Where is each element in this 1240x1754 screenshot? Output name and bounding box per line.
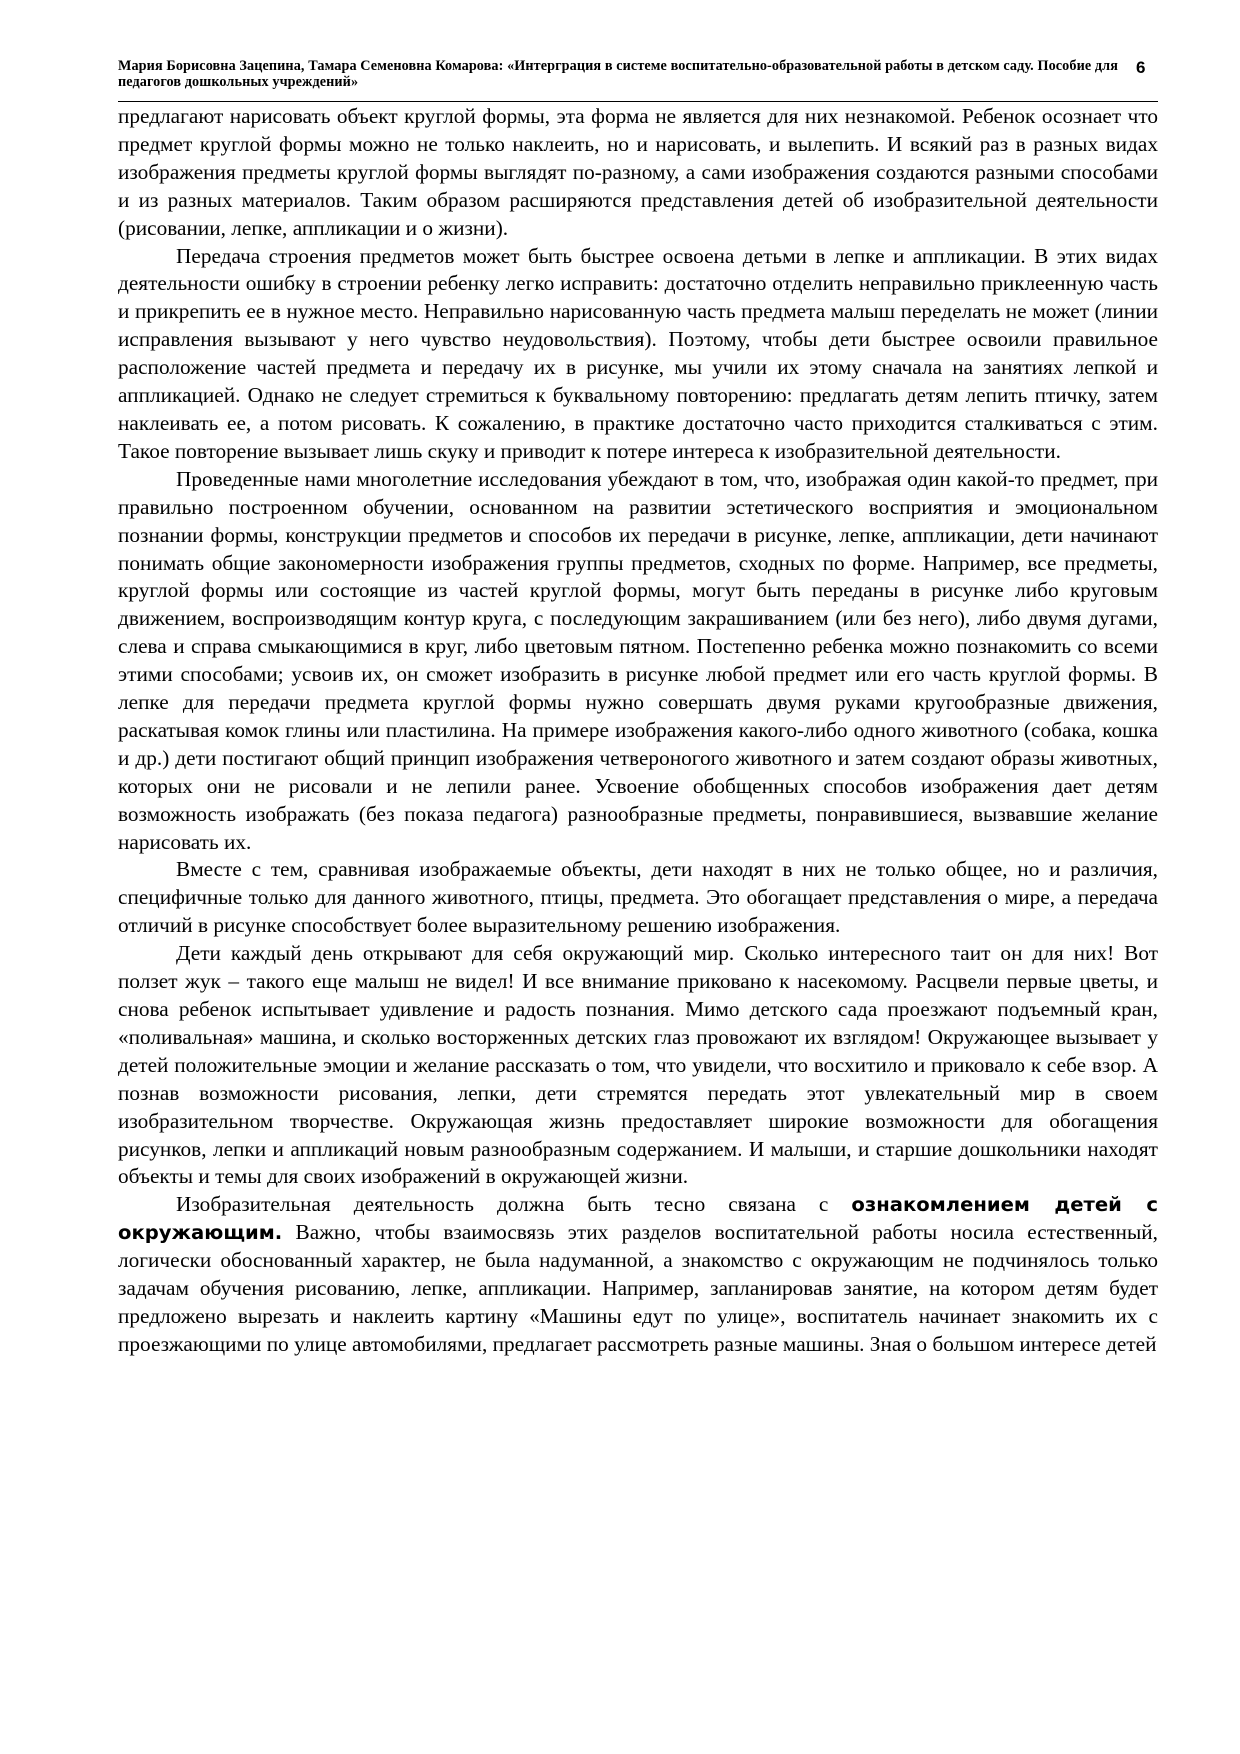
paragraph: Передача строения предметов может быть быстрее освоена детьми в лепке и аппликации. В этих видах деятельности ошибку в строении ребенку легко исправить: достаточно отделить неправильно приклеенную часть и прикрепить ее в нужное место. Неправильно нарисованную часть предмета малыш переделать не может (линии исправления вызывают у него чувство неудовольствия). Поэтому, чтобы дети быстрее освоили правильное расположение частей предмета и передачу их в рисунке, мы учили их этому сначала на занятиях лепкой и аппликацией. Однако не следует стремиться к буквальному повторению: предлагать детям лепить птичку, затем наклеивать ее, а потом рисовать. К сожалению, в практике достаточно часто приходится сталкиваться с этим. Такое повторение вызывает лишь скуку и приводит к потере интереса к изобразительной деятельности.: [118, 243, 1158, 463]
paragraph: Дети каждый день открывают для себя окружающий мир. Сколько интересного таит он для них! Вот ползет жук – такого еще малыш не видел! И все внимание приковано к насекомому. Расцвели первые цветы, и снова ребенок испытывает удивление и радость познания. Мимо детского сада проезжают подъемный кран, «поливальная» машина, и сколько восторженных детских глаз провожают их взглядом! Окружающее вызывает у детей положительные эмоции и желание рассказать о том, что увидели, что восхитило и приковало к себе взор. А познав возможности рисования, лепки, дети стремятся передать этот увлекательный мир в своем изобразительном творчестве. Окружающая жизнь предоставляет широкие возможности для обогащения рисунков, лепки и аппликаций новым разнообразным содержанием. И малыши, и старшие дошкольники находят объекты и темы для своих изображений в окружающей жизни.: [118, 941, 1158, 1189]
page-number: 6: [1136, 58, 1146, 77]
header-authors: Мария Борисовна Зацепина, Тамара Семеновна Комарова:: [118, 58, 508, 74]
header-book-title: «Интерграция в системе воспитательно-образовательной работы в детском саду. Пособие для педагогов дошкольных учреждений»: [118, 58, 1119, 90]
paragraph-with-emphasis: [118, 1191, 1158, 1358]
emphasis-text: ознакомлением детей с окружающим.: [118, 1193, 1158, 1245]
running-header: [118, 58, 1128, 90]
header-divider: [118, 101, 1158, 102]
paragraph: Вместе с тем, сравнивая изображаемые объекты, дети находят в них не только общее, но и различия, специфичные только для данного животного, птицы, предмета. Это обогащает представления о мире, а передача отличий в рисунке способствует более выразительному решению изображения.: [118, 857, 1158, 938]
paragraph: Проведенные нами многолетние исследования убеждают в том, что, изображая один какой-то предмет, при правильно построенном обучении, основанном на развитии эстетического восприятия и эмоциональном познании формы, конструкции предметов и способов их передачи в рисунке, лепке, аппликации, дети начинают понимать общие закономерности изображения группы предметов, сходных по форме. Например, все предметы, круглой формы или состоящие из частей круглой формы, могут быть переданы в рисунке либо круговым движением, воспроизводящим контур круга, с последующим закрашиванием (или без него), либо двумя дугами, слева и справа смыкающимися в круг, либо цветовым пятном. Постепенно ребенка можно познакомить со всеми этими способами; усвоив их, он сможет изобразить в рисунке любой предмет или его часть круглой формы. В лепке для передачи предмета круглой формы нужно совершать двумя руками кругообразные движения, раскатывая комок глины или пластилина. На примере изображения какого-либо одного животного (собака, кошка и др.) дети постигают общий принцип изображения четвероногого животного и затем создают образы животных, которых они не рисовали и не лепили ранее. Усвоение обобщенных способов изображения дает детям возможность изображать (без показа педагога) разнообразные предметы, понравившиеся, вызвавшие желание нарисовать их.: [118, 466, 1158, 854]
paragraph-rest: Важно, чтобы взаимосвязь этих разделов воспитательной работы носила естественный, логически обоснованный характер, не была надуманной, а знакомство с окружающим не подчинялось только задачам обучения рисованию, лепке, аппликации. Например, запланировав занятие, на котором детям будет предложено вырезать и наклеить картину «Машины едут по улице», воспитатель начинает знакомить их с проезжающими по улице автомобилями, предлагает рассмотреть разные машины. Зная о большом интересе детей: [118, 1220, 1158, 1356]
paragraph-continuation: предлагают нарисовать объект круглой формы, эта форма не является для них незнакомой. Ребенок осознает что предмет круглой формы можно не только наклеить, но и нарисовать, и вылепить. И всякий раз в разных видах изображения предметы круглой формы выглядят по-разному, а сами изображения создаются разными способами и из разных материалов. Таким образом расширяются представления детей об изобразительной деятельности (рисовании, лепке, аппликации и о жизни).: [118, 104, 1158, 240]
paragraph-lead: Изобразительная деятельность должна быть тесно связана с: [176, 1192, 852, 1217]
body-text: [118, 103, 1158, 1359]
